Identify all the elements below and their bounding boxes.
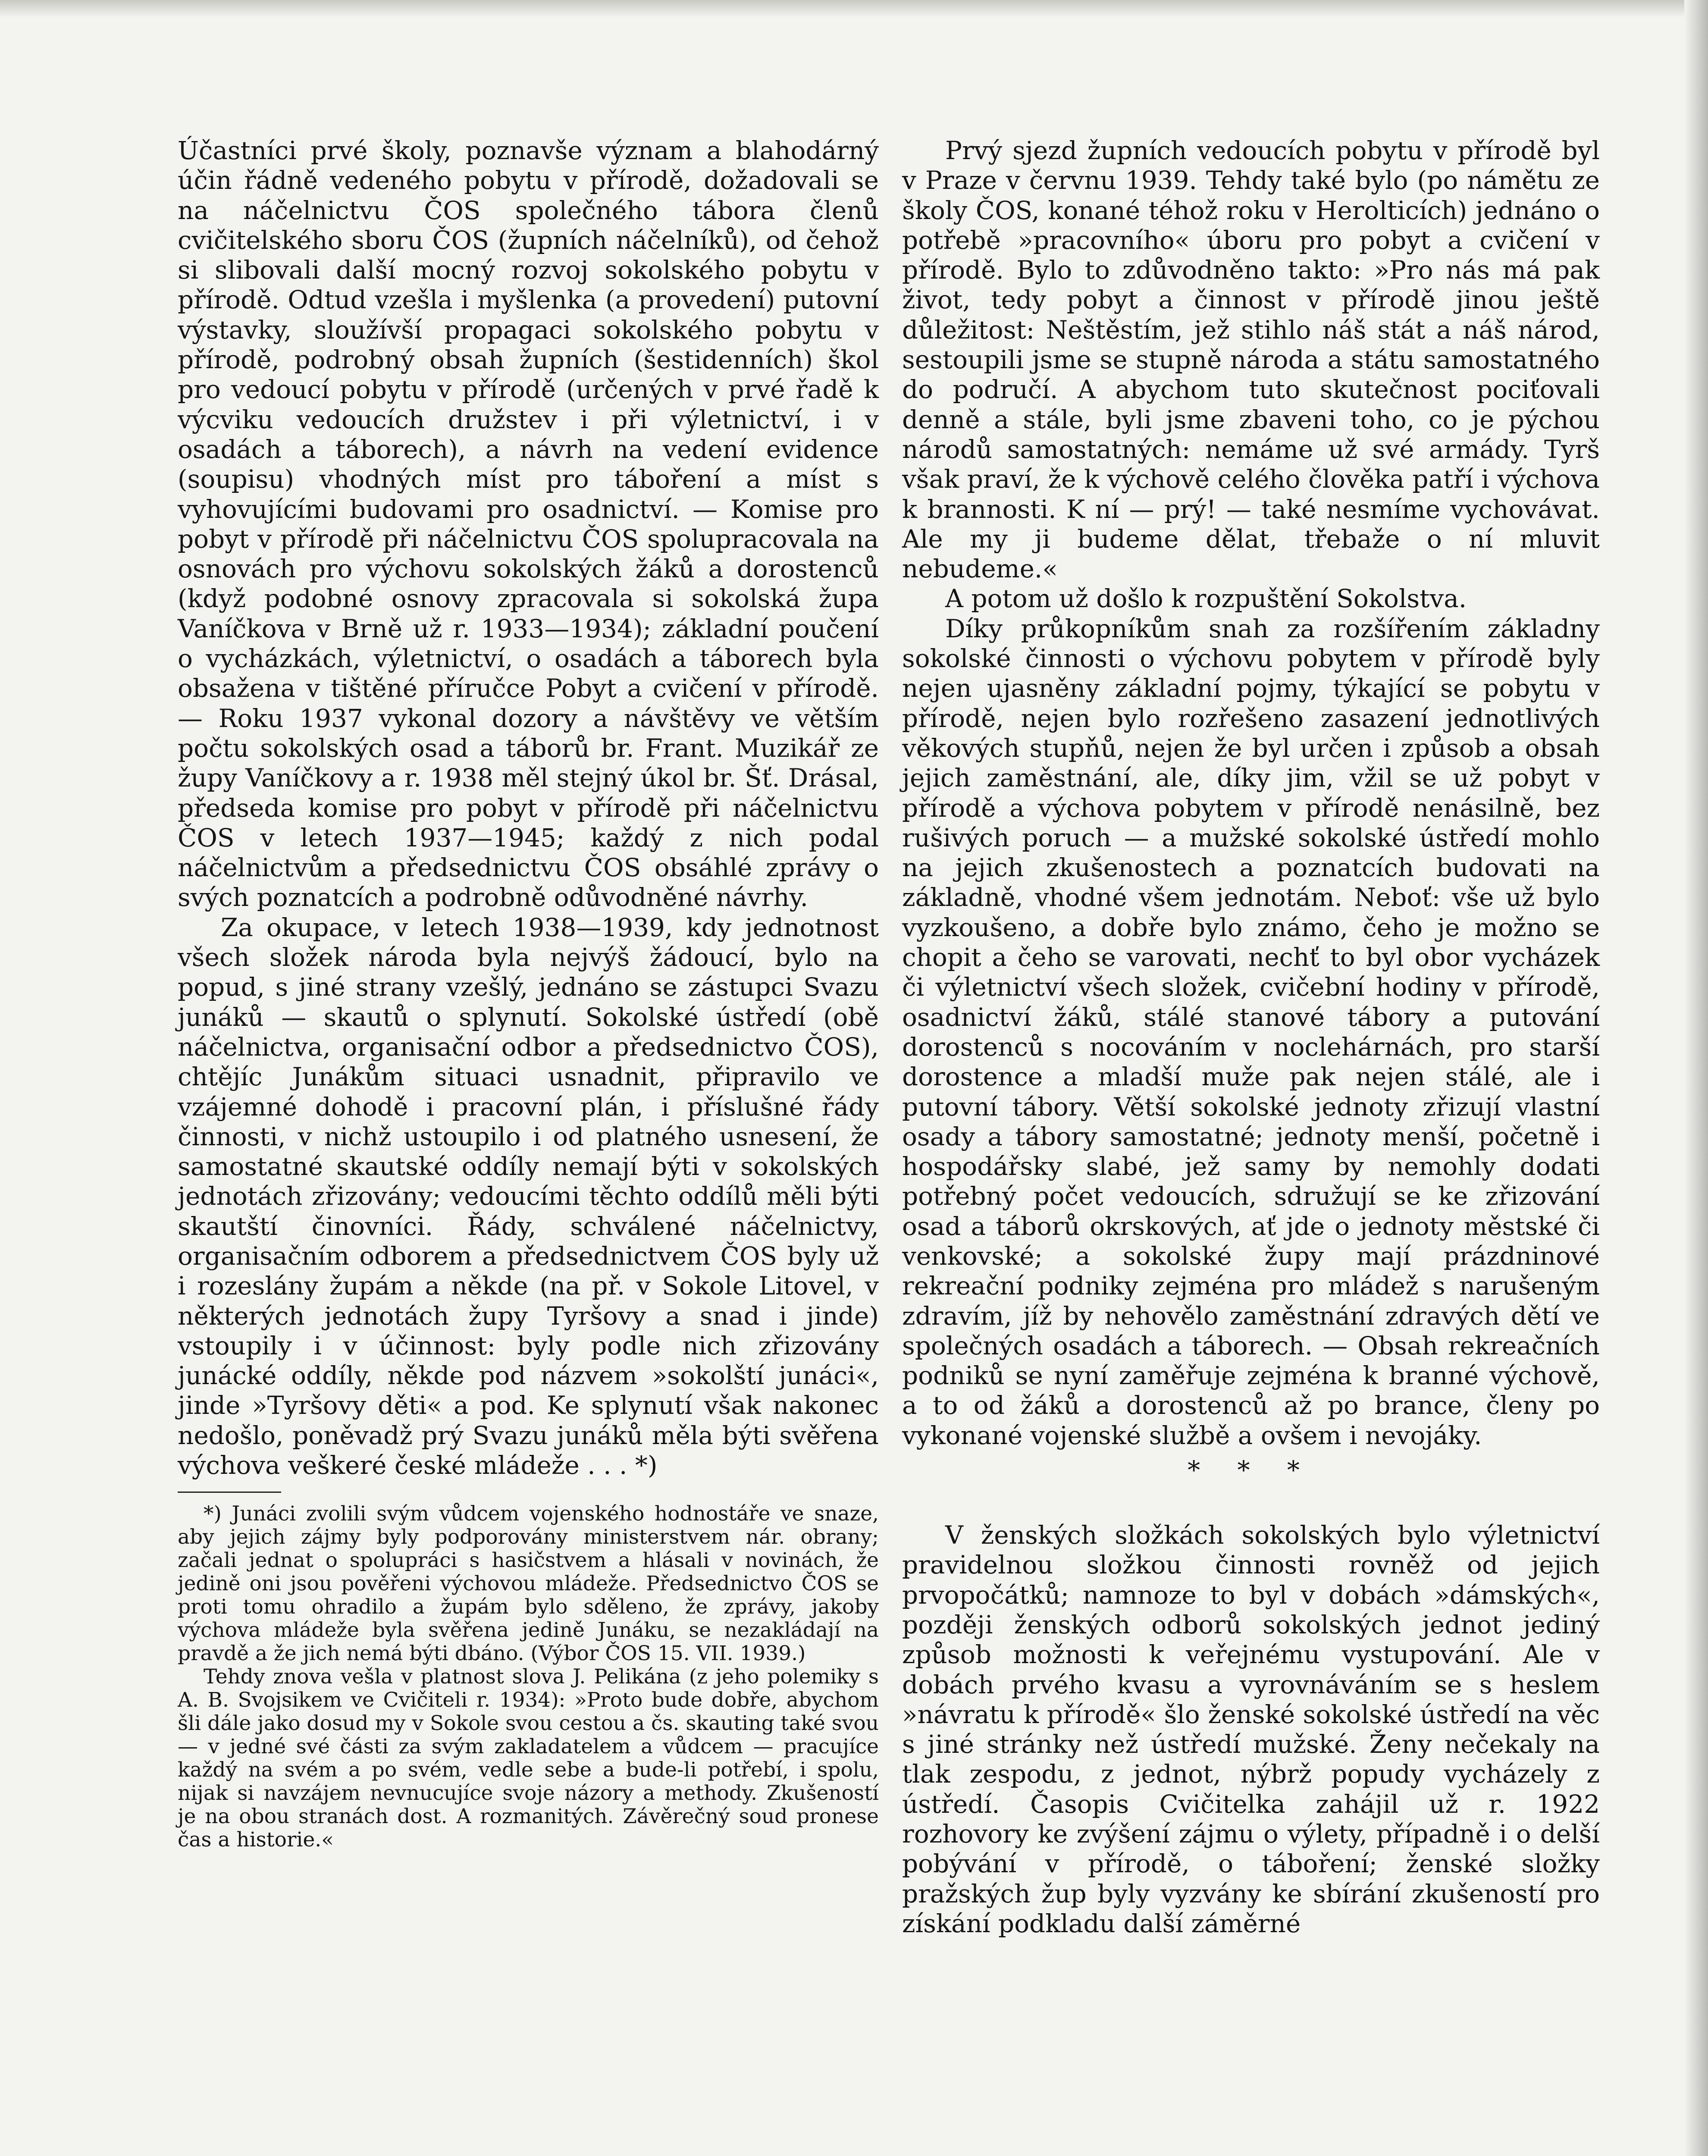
right-paragraph-4: V ženských složkách sokolských bylo výletnictví pravidelnou složkou činnosti rovněž od jejich prvopočátků; namnoze to byl v dobách »dámských«, později ženských odborů sokolských jednot jediný způsob možnosti k veřejnému vystupování. Ale v dobách prvého kvasu a vyrovnáváním se s heslem »návratu k přírodě« šlo ženské sokolské ústředí na věc s jiné stránky než ústředí mužské. Ženy nečekaly na tlak zespodu, z jednot, nýbrž popudy vycházely z ústředí. Časopis Cvičitelka zahájil už r. 1922 rozhovory ke zvýšení zájmu o výlety, případně i o delší pobývání v přírodě, o táboření; ženské složky pražských žup byly vyzvány ke sbírání zkušeností pro získání podkladu další záměrné	[902, 1520, 1600, 1938]
footnote-2: Tehdy znova vešla v platnost slova J. Pelikána (z jeho polemiky s A. B. Svojsikem ve Cvičiteli r. 1934): »Proto bude dobře, abychom šli dále jako dosud my v Sokole svou cestou a čs. skauting také svou — v jedné své části za svým zakladatelem a vůdcem — pracujíce každý na svém a po svém, vedle sebe a bude-li potřebí, i spolu, nijak si navzájem nevnucujíce svoje názory a methody. Zkušeností je na obou stranách dost. A rozmanitých. Závěrečný soud pronese čas a historie.«	[178, 1665, 879, 1852]
right-paragraph-3: Díky průkopníkům snah za rozšířením základny sokolské činnosti o výchovu pobytem v přírodě byly nejen ujasněny základní pojmy, týkající se pobytu v přírodě, nejen bylo rozřešeno zasazení jednotlivých věkových stupňů, nejen že byl určen i způsob a obsah jejich zaměstnání, ale, díky jim, vžil se už pobyt v přírodě a výchova pobytem v přírodě nenásilně, bez rušivých poruch — a mužské sokolské ústředí mohlo na jejich zkušenostech a poznatcích budovati na základně, vhodné všem jednotám. Neboť: vše už bylo vyzkoušeno, a dobře bylo známo, čeho je možno se chopit a čeho se varovati, nechť to byl obor vycházek či výletnictví všech složek, cvičební hodiny v přírodě, osadnictví žáků, stálé stanové tábory a putování dorostenců s nocováním v noclehárnách, pro starší dorostence a mladší muže pak nejen stálé, ale i putovní tábory. Větší sokolské jednoty zřizují vlastní osady a tábory samostatné; jednoty menší, početně i hospodářsky slabé, jež samy by nemohly dodati potřebný počet vedoucích, sdružují se ke zřizování osad a táborů okrskových, ať jde o jednoty městské či venkovské; a sokolské župy mají prázdninové rekreační podniky zejména pro mládež s narušeným zdravím, jíž by nehovělo zaměstnání zdravých dětí ve společných osadách a táborech. — Obsah rekreačních podniků se nyní zaměřuje zejména k branné výchově, a to od žáků a dorostenců až po brance, členy po vykonané vojenské službě a ovšem i nevojáky.	[902, 614, 1600, 1450]
footnotes	[178, 1502, 879, 1852]
left-body-text	[178, 136, 879, 1480]
footnote-separator	[178, 1492, 281, 1493]
scan-edge-right	[1684, 0, 1708, 2156]
left-paragraph-2: Za okupace, v letech 1938—1939, kdy jednotnost všech složek národa byla nejvýš žádoucí, bylo na popud, s jiné strany vzešlý, jednáno se zástupci Svazu junáků — skautů o splynutí. Sokolské ústředí (obě náčelnictva, organisační odbor a předsednictvo ČOS), chtějíc Junákům situaci usnadnit, připravilo ve vzájemné dohodě i pracovní plán, i příslušné řády činnosti, v nichž ustoupilo i od platného usnesení, že samostatné skautské oddíly nemají býti v sokolských jednotách zřizovány; vedoucími těchto oddílů měli býti skautští činovníci. Řády, schválené náčelnictvy, organisačním odborem a předsednictvem ČOS byly už i rozeslány župám a někde (na př. v Sokole Litovel, v některých jednotách župy Tyršovy a snad i jinde) vstoupily i v účinnost: byly podle nich zřizovány junácké oddíly, někde pod názvem »sokolští junáci«, jinde »Tyršovy děti« a pod. Ke splynutí však nakonec nedošlo, poněvadž prý Svazu junáků měla býti svěřena výchova veškeré české mládeže . . . *)	[178, 912, 879, 1480]
scan-edge-top	[0, 0, 1708, 17]
right-paragraph-1: Prvý sjezd župních vedoucích pobytu v přírodě byl v Praze v červnu 1939. Tehdy také bylo (po námětu ze školy ČOS, konané téhož roku v Herolticích) jednáno o potřebě »pracovního« úboru pro pobyt a cvičení v přírodě. Bylo to zdůvodněno takto: »Pro nás má pak život, tedy pobyt a činnost v přírodě jinou ještě důležitost: Neštěstím, jež stihlo náš stát a náš národ, sestoupili jsme se stupně národa a státu samostatného do područí. A abychom tuto skutečnost pociťovali denně a stále, byli jsme zbaveni toho, co je pýchou národů samostatných: nemáme už své armády. Tyrš však praví, že k výchově celého člověka patří i výchova k brannosti. K ní — prý! — také nesmíme vychovávat. Ale my ji budeme dělat, třebaže o ní mluvit nebudeme.«	[902, 136, 1600, 584]
left-paragraph-1: Účastníci prvé školy, poznavše význam a blahodárný účin řádně vedeného pobytu v přírodě, dožadovali se na náčelnictvu ČOS společného tábora členů cvičitelského sboru ČOS (župních náčelníků), od čehož si slibovali další mocný rozvoj sokolského pobytu v přírodě. Odtud vzešla i myšlenka (a provedení) putovní výstavky, sloužívší propagaci sokolského pobytu v přírodě, podrobný obsah župních (šestidenních) škol pro vedoucí pobytu v přírodě (určených v prvé řadě k výcviku vedoucích družstev i při výletnictví, i v osadách a táborech), a návrh na vedení evidence (soupisu) vhodných míst pro táboření a míst s vyhovujícími budovami pro osadnictví. — Komise pro pobyt v přírodě při náčelnictvu ČOS spolupracovala na osnovách pro výchovu sokolských žáků a dorostenců (když podobné osnovy zpracovala si sokolská župa Vaníčkova v Brně už r. 1933—1934); základní poučení o vycházkách, výletnictví, o osadách a táborech byla obsažena v tištěné příručce Pobyt a cvičení v přírodě. — Roku 1937 vykonal dozory a návštěvy ve větším počtu sokolských osad a táborů br. Frant. Muzikář ze župy Vaníčkovy a r. 1938 měl stejný úkol br. Šť. Drásal, předseda komise pro pobyt v přírodě při náčelnictvu ČOS v letech 1937—1945; každý z nich podal náčelnictvům a předsednictvu ČOS obsáhlé zprávy o svých poznatcích a podrobně odůvodněné návrhy.	[178, 136, 879, 912]
footnote-1: *) Junáci zvolili svým vůdcem vojenského hodnostáře ve snaze, aby jejich zájmy byly podporovány ministerstvem nár. obrany; začali jednat o spolupráci s hasičstvem a hlásali v novinách, že jedině oni jsou pověřeni výchovou mládeže. Předsednictvo ČOS se proti tomu ohradilo a župám bylo sděleno, že zprávy, jakoby výchova mládeže byla svěřena jedině Junáku, se nezakládají na pravdě a že jich nemá býti dbáno. (Výbor ČOS 15. VII. 1939.)	[178, 1502, 879, 1666]
left-column	[178, 136, 879, 1852]
right-body-text	[902, 136, 1600, 1939]
right-paragraph-2: A potom už došlo k rozpuštění Sokolstva.	[945, 584, 1467, 614]
section-break: * * *	[1188, 1455, 1314, 1485]
right-column	[902, 136, 1600, 1939]
